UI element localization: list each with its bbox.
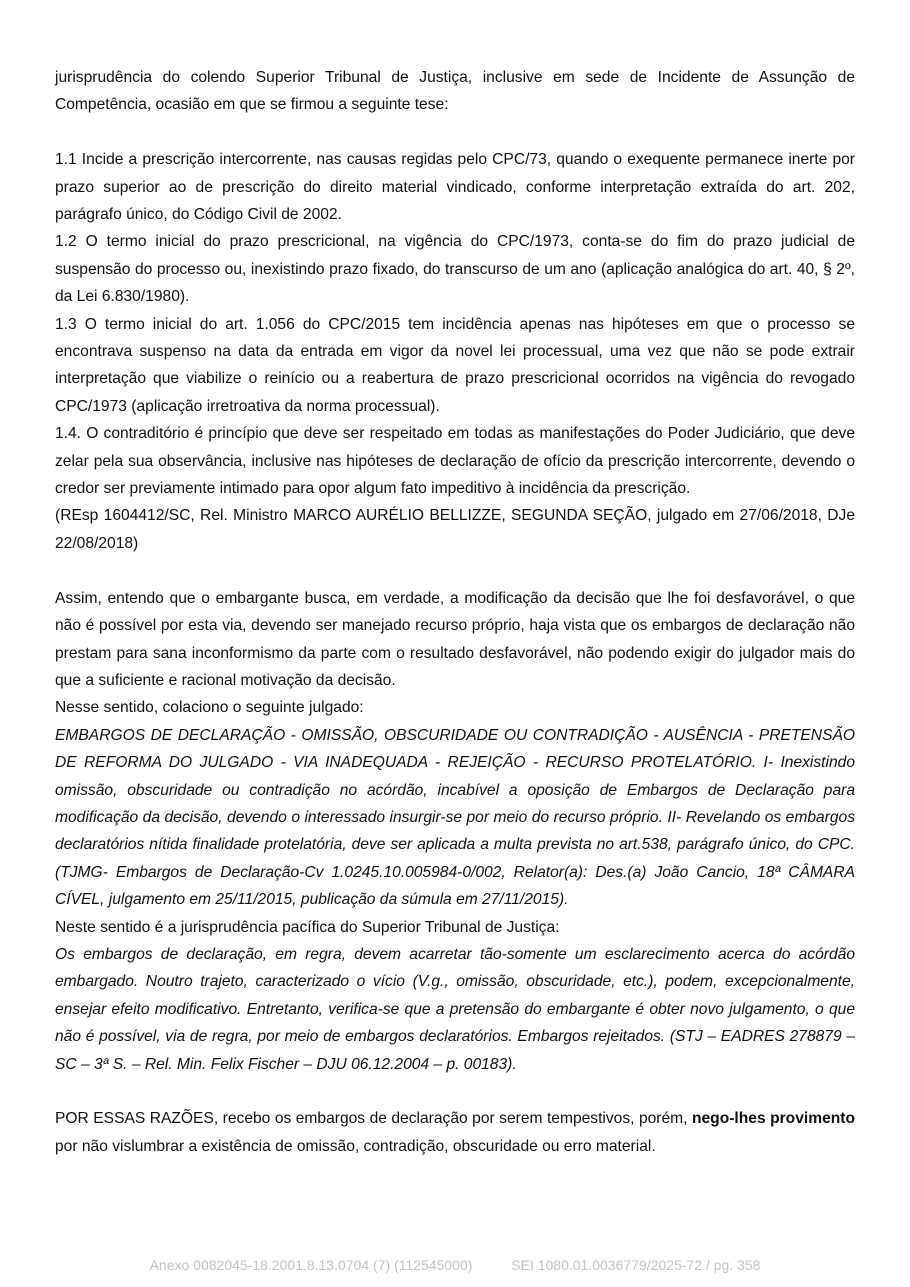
thesis-1-3: 1.3 O termo inicial do art. 1.056 do CPC/2015 tem incidência apenas nas hipóteses em que o processo se encontrava suspenso na data da entrada em vigor da novel lei processual, uma vez que não se pode extrair interpretação que viabilize o reinício ou a reabertura de prazo prescricional ocorridos na vigência do revogado CPC/1973 (aplicação irretroativa da norma processual). <box>55 315 855 415</box>
footer-sei: SEI 1080.01.0036779/2025-72 / pg. 358 <box>511 1257 761 1273</box>
spacer <box>55 1078 855 1105</box>
resp-citation: (REsp 1604412/SC, Rel. Ministro MARCO AURÉLIO BELLIZZE, SEGUNDA SEÇÃO, julgado em 27/06/2018, DJe 22/08/2018) <box>55 507 855 552</box>
final-decision-text: POR ESSAS RAZÕES, recebo os embargos de declaração por serem tempestivos, porém, <box>55 1110 692 1128</box>
document-body <box>55 64 855 1160</box>
final-decision-paragraph <box>55 1105 855 1160</box>
thesis-1-4: 1.4. O contraditório é princípio que deve ser respeitado em todas as manifestações do Poder Judiciário, que deve zelar pela sua observância, inclusive nas hipóteses de declaração de ofício da prescrição intercorrente, devendo o credor ser previamente intimado para opor algum fato impeditivo à incidência da prescrição. <box>55 425 855 498</box>
tjmg-ementa-quote: EMBARGOS DE DECLARAÇÃO - OMISSÃO, OBSCURIDADE OU CONTRADIÇÃO - AUSÊNCIA - PRETENSÃO DE REFORMA DO JULGADO - VIA INADEQUADA - REJEIÇÃO - RECURSO PROTELATÓRIO. I- Inexistindo omissão, obscuridade ou contradição no acórdão, incabível a oposição de Embargos de Declaração para modificação da decisão, devendo o interessado insurgir-se por meio do recurso próprio. II- Revelando os embargos declaratórios nítida finalidade protelatória, deve ser aplicada a multa prevista no art.538, parágrafo único, do CPC. (TJMG- Embargos de Declaração-Cv 1.0245.10.005984-0/002, Relator(a): Des.(a) João Cancio, 18ª CÂMARA CÍVEL, julgamento em 25/11/2015, publicação da súmula em 27/11/2015). <box>55 726 855 909</box>
footer-anexo: Anexo 0082045-18.2001.8.13.0704 (7) (112545000) <box>149 1257 473 1273</box>
spacer <box>55 119 855 146</box>
final-decision-bold: nego-lhes provimento <box>691 1110 855 1128</box>
assim-paragraph: Assim, entendo que o embargante busca, em verdade, a modificação da decisão que lhe foi desfavorável, o que não é possível por esta via, devendo ser manejado recurso próprio, haja vista que os embargos de declaração não prestam para sana inconformismo da parte com o resultado desfavorável, não podendo exigir do julgador mais do que a suficiente e racional motivação da decisão. <box>55 589 855 689</box>
page-footer <box>0 1257 910 1273</box>
thesis-1-1: 1.1 Incide a prescrição intercorrente, nas causas regidas pelo CPC/73, quando o exequente permanece inerte por prazo superior ao de prescrição do direito material vindicado, conforme interpretação extraída do art. 202, parágrafo único, do Código Civil de 2002. <box>55 151 855 224</box>
neste-sentido-paragraph: Neste sentido é a jurisprudência pacífica do Superior Tribunal de Justiça: <box>55 918 560 936</box>
spacer <box>55 557 855 584</box>
final-decision-tail: por não vislumbrar a existência de omissão, contradição, obscuridade ou erro material. <box>55 1137 656 1155</box>
intro-paragraph: jurisprudência do colendo Superior Tribunal de Justiça, inclusive em sede de Incidente de Assunção de Competência, ocasião em que se firmou a seguinte tese: <box>55 69 855 114</box>
stj-quote: Os embargos de declaração, em regra, devem acarretar tão-somente um esclarecimento acerca do acórdão embargado. Noutro trajeto, caracterizado o vício (V.g., omissão, obscuridade, etc.), podem, excepcionalmente, ensejar efeito modificativo. Entretanto, verifica-se que a pretensão do embargante é obter novo julgamento, o que não é possível, via de regra, por meio de embargos declaratórios. Embargos rejeitados. (STJ – EADRES 278879 – SC – 3ª S. – Rel. Min. Felix Fischer – DJU 06.12.2004 – p. 00183). <box>55 945 855 1073</box>
thesis-1-2: 1.2 O termo inicial do prazo prescricional, na vigência do CPC/1973, conta-se do fim do prazo judicial de suspensão do processo ou, inexistindo prazo fixado, do transcurso de um ano (aplicação analógica do art. 40, § 2º, da Lei 6.830/1980). <box>55 233 855 306</box>
nesse-sentido-paragraph: Nesse sentido, colaciono o seguinte julgado: <box>55 699 364 717</box>
